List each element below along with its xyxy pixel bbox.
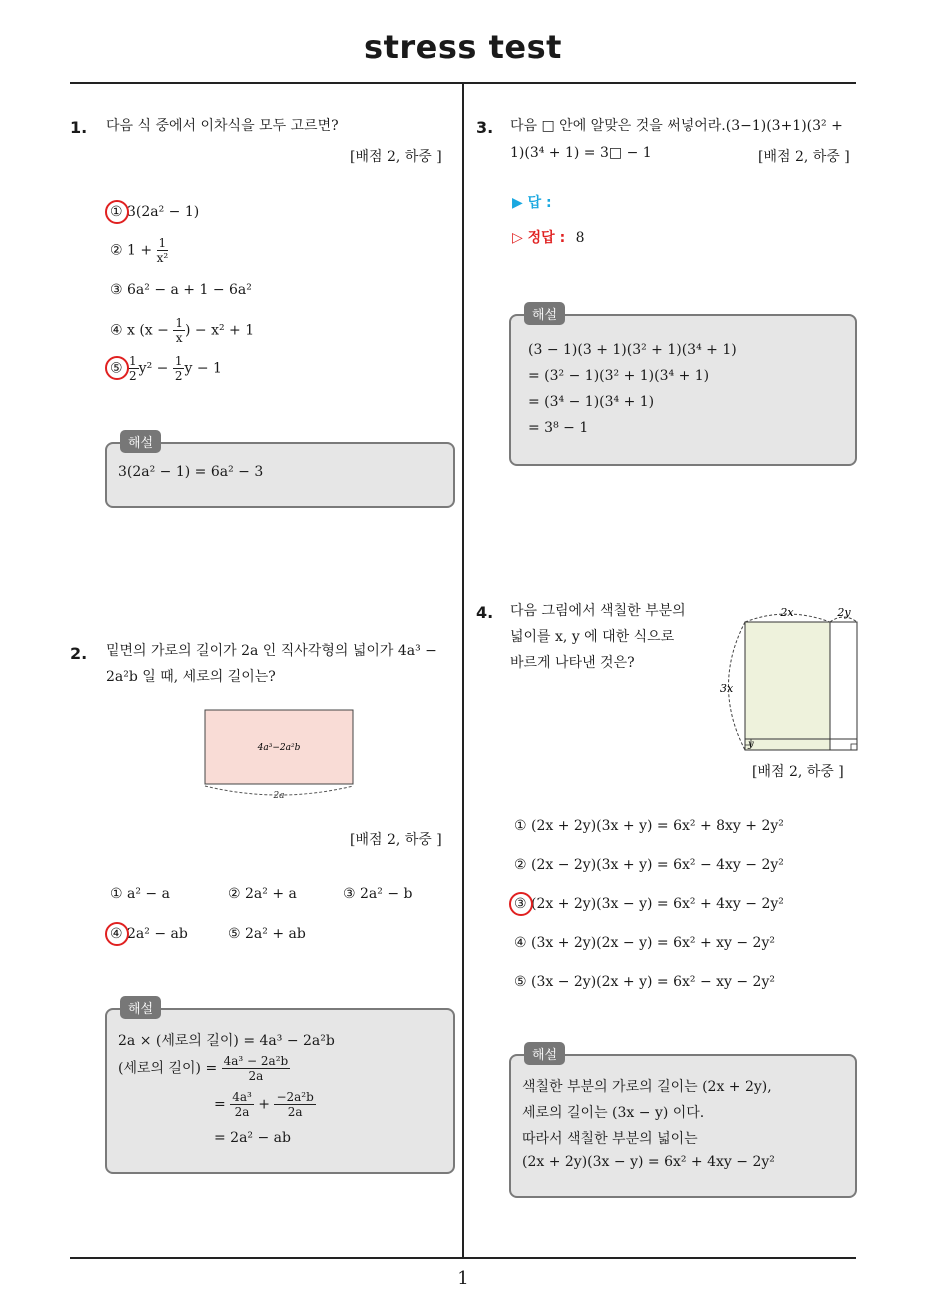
q2-figure-width-label: 2a bbox=[273, 791, 285, 801]
q3-correct-label: ▷ 정답 : bbox=[512, 230, 566, 246]
q4-text-line-3: 바르게 나타낸 것은? bbox=[510, 655, 635, 671]
q2-answer-mark-4 bbox=[105, 922, 129, 946]
q3-text-line-1: 다음 □ 안에 알맞은 것을 써넣어라.(3−1)(3+1)(3² + bbox=[510, 118, 843, 134]
q2-option-2[interactable]: ② 2a² + a bbox=[228, 886, 297, 902]
q4-option-3[interactable]: ③ (2x + 2y)(3x − y) = 6x² + 4xy − 2y² bbox=[514, 896, 784, 912]
q3-explanation-box bbox=[509, 314, 857, 466]
fraction-numerator: 4a³ − 2a²b bbox=[223, 1054, 289, 1068]
q3-correct-value: 8 bbox=[575, 230, 585, 246]
q4-option-1[interactable]: ① (2x + 2y)(3x + y) = 6x² + 8xy + 2y² bbox=[514, 818, 784, 834]
fraction-numerator: 1 bbox=[174, 354, 183, 368]
q4-option-4[interactable]: ④ (3x + 2y)(2x − y) = 6x² + xy − 2y² bbox=[514, 935, 775, 951]
fraction-numerator: −2a²b bbox=[276, 1090, 314, 1104]
q1-option-4-tail: ) − x² + 1 bbox=[184, 322, 255, 339]
q2-option-4[interactable]: ④ 2a² − ab bbox=[110, 926, 188, 942]
q1-option-5-mid: y² − bbox=[138, 360, 173, 377]
q4-text-line-1: 다음 그림에서 색칠한 부분의 bbox=[510, 603, 686, 619]
q4-number: 4. bbox=[476, 603, 494, 622]
q1-answer-mark-1 bbox=[105, 200, 129, 224]
q2-explanation-plus: + bbox=[253, 1096, 275, 1113]
q1-answer-mark-5 bbox=[105, 356, 129, 380]
q4-explanation-line-1: 색칠한 부분의 가로의 길이는 (2x + 2y), bbox=[522, 1079, 772, 1095]
q3-correct-row bbox=[512, 227, 585, 247]
q3-explanation-tag: 해설 bbox=[524, 302, 565, 325]
q4-answer-mark-3 bbox=[509, 892, 533, 916]
q2-explanation-fraction-3 bbox=[274, 1090, 315, 1119]
q2-figure-area-label: 4a³−2a²b bbox=[257, 743, 301, 753]
footer-rule bbox=[70, 1257, 856, 1259]
q2-explanation-line-1: 2a × (세로의 길이) = 4a³ − 2a²b bbox=[118, 1033, 335, 1049]
q2-text-line-1: 밑면의 가로의 길이가 2a 인 직사각형의 넓이가 4a³ − bbox=[106, 643, 437, 659]
q3-answer-label: ▶ 답 : bbox=[512, 195, 552, 211]
q4-explanation-tag: 해설 bbox=[524, 1042, 565, 1065]
q4-explanation-line-3: 따라서 색칠한 부분의 넓이는 bbox=[522, 1131, 698, 1147]
q1-option-5-text: ⑤ bbox=[110, 360, 128, 377]
q2-option-3[interactable]: ③ 2a² − b bbox=[343, 886, 413, 902]
q1-option-2-text: ② 1 + bbox=[110, 242, 157, 259]
fraction-denominator: 2a bbox=[287, 1105, 303, 1119]
q4-label-top-right: 2y bbox=[837, 606, 851, 619]
fraction-denominator: 2 bbox=[129, 369, 137, 383]
q4-rectangle-figure bbox=[712, 600, 862, 760]
q4-label-bottom: y bbox=[748, 739, 754, 750]
q1-score: [배점 2, 하중 ] bbox=[350, 149, 442, 165]
q2-option-1[interactable]: ① a² − a bbox=[110, 886, 170, 902]
q3-explanation-line-2: = (3² − 1)(3² + 1)(3⁴ + 1) bbox=[528, 368, 710, 384]
q2-explanation-tag: 해설 bbox=[120, 996, 161, 1019]
q2-explanation-fraction-1 bbox=[222, 1054, 291, 1083]
page-number: 1 bbox=[457, 1268, 469, 1289]
fraction-denominator: x bbox=[175, 331, 183, 345]
fraction-denominator: 2 bbox=[174, 369, 183, 383]
q4-explanation-line-2: 세로의 길이는 (3x − y) 이다. bbox=[522, 1105, 705, 1121]
q1-number: 1. bbox=[70, 118, 88, 137]
fraction-numerator: 1 bbox=[175, 316, 183, 330]
q1-option-3[interactable]: ③ 6a² − a + 1 − 6a² bbox=[110, 282, 252, 298]
fraction-denominator: 2a bbox=[248, 1069, 264, 1083]
q1-text: 다음 식 중에서 이차식을 모두 고르면? bbox=[106, 118, 339, 134]
q1-option-4[interactable] bbox=[110, 316, 254, 345]
q2-explanation-line-4: = 2a² − ab bbox=[214, 1130, 291, 1146]
q4-shaded-region bbox=[745, 622, 830, 750]
q3-score: [배점 2, 하중 ] bbox=[758, 149, 850, 165]
q4-label-top-left: 2x bbox=[780, 606, 794, 619]
q2-explanation-line-2 bbox=[118, 1054, 290, 1083]
q4-label-left: 3x bbox=[720, 682, 734, 695]
q1-explanation-tag: 해설 bbox=[120, 430, 161, 453]
page-title: stress test bbox=[364, 28, 562, 66]
column-divider bbox=[462, 84, 464, 1258]
q1-option-4-fraction bbox=[173, 316, 185, 345]
q2-explanation-fraction-2 bbox=[230, 1090, 254, 1119]
q1-option-1[interactable]: ① 3(2a² − 1) bbox=[110, 204, 200, 220]
q2-option-5[interactable]: ⑤ 2a² + ab bbox=[228, 926, 306, 942]
q2-explanation-eq: = bbox=[214, 1096, 231, 1113]
q1-option-2-fraction bbox=[157, 236, 169, 265]
q4-option-5[interactable]: ⑤ (3x − 2y)(2x + y) = 6x² − xy − 2y² bbox=[514, 974, 775, 990]
q3-explanation-line-1: (3 − 1)(3 + 1)(3² + 1)(3⁴ + 1) bbox=[528, 342, 737, 358]
q4-option-2[interactable]: ② (2x − 2y)(3x + y) = 6x² − 4xy − 2y² bbox=[514, 857, 784, 873]
q2-rectangle-figure bbox=[195, 700, 370, 810]
q2-number: 2. bbox=[70, 644, 88, 663]
q3-number: 3. bbox=[476, 118, 494, 137]
q1-explanation-line: 3(2a² − 1) = 6a² − 3 bbox=[118, 464, 264, 480]
q4-explanation-line-4: (2x + 2y)(3x − y) = 6x² + 4xy − 2y² bbox=[522, 1154, 775, 1170]
fraction-numerator: 1 bbox=[129, 354, 137, 368]
q3-explanation-line-4: = 3⁸ − 1 bbox=[528, 420, 589, 436]
q3-text-line-2: 1)(3⁴ + 1) = 3□ − 1 bbox=[510, 145, 652, 161]
q1-option-5-tail: y − 1 bbox=[184, 360, 222, 377]
fraction-numerator: 4a³ bbox=[232, 1090, 252, 1104]
q1-option-4-text: ④ x (x − bbox=[110, 322, 174, 339]
q2-explanation-lhs: (세로의 길이) = bbox=[118, 1060, 222, 1077]
q4-right-angle-mark-right bbox=[851, 744, 857, 750]
q1-option-2[interactable] bbox=[110, 236, 168, 265]
q3-explanation-line-3: = (3⁴ − 1)(3⁴ + 1) bbox=[528, 394, 655, 410]
q2-explanation-line-3 bbox=[214, 1090, 316, 1119]
q2-text-line-2: 2a²b 일 때, 세로의 길이는? bbox=[106, 669, 276, 685]
q2-score: [배점 2, 하중 ] bbox=[350, 832, 442, 848]
fraction-numerator: 1 bbox=[158, 236, 167, 250]
q4-score: [배점 2, 하중 ] bbox=[752, 764, 844, 780]
q1-option-5-fraction-2 bbox=[173, 354, 185, 383]
fraction-denominator: 2a bbox=[234, 1105, 250, 1119]
q4-text-line-2: 넓이를 x, y 에 대한 식으로 bbox=[510, 629, 675, 645]
fraction-denominator: x² bbox=[156, 251, 169, 265]
